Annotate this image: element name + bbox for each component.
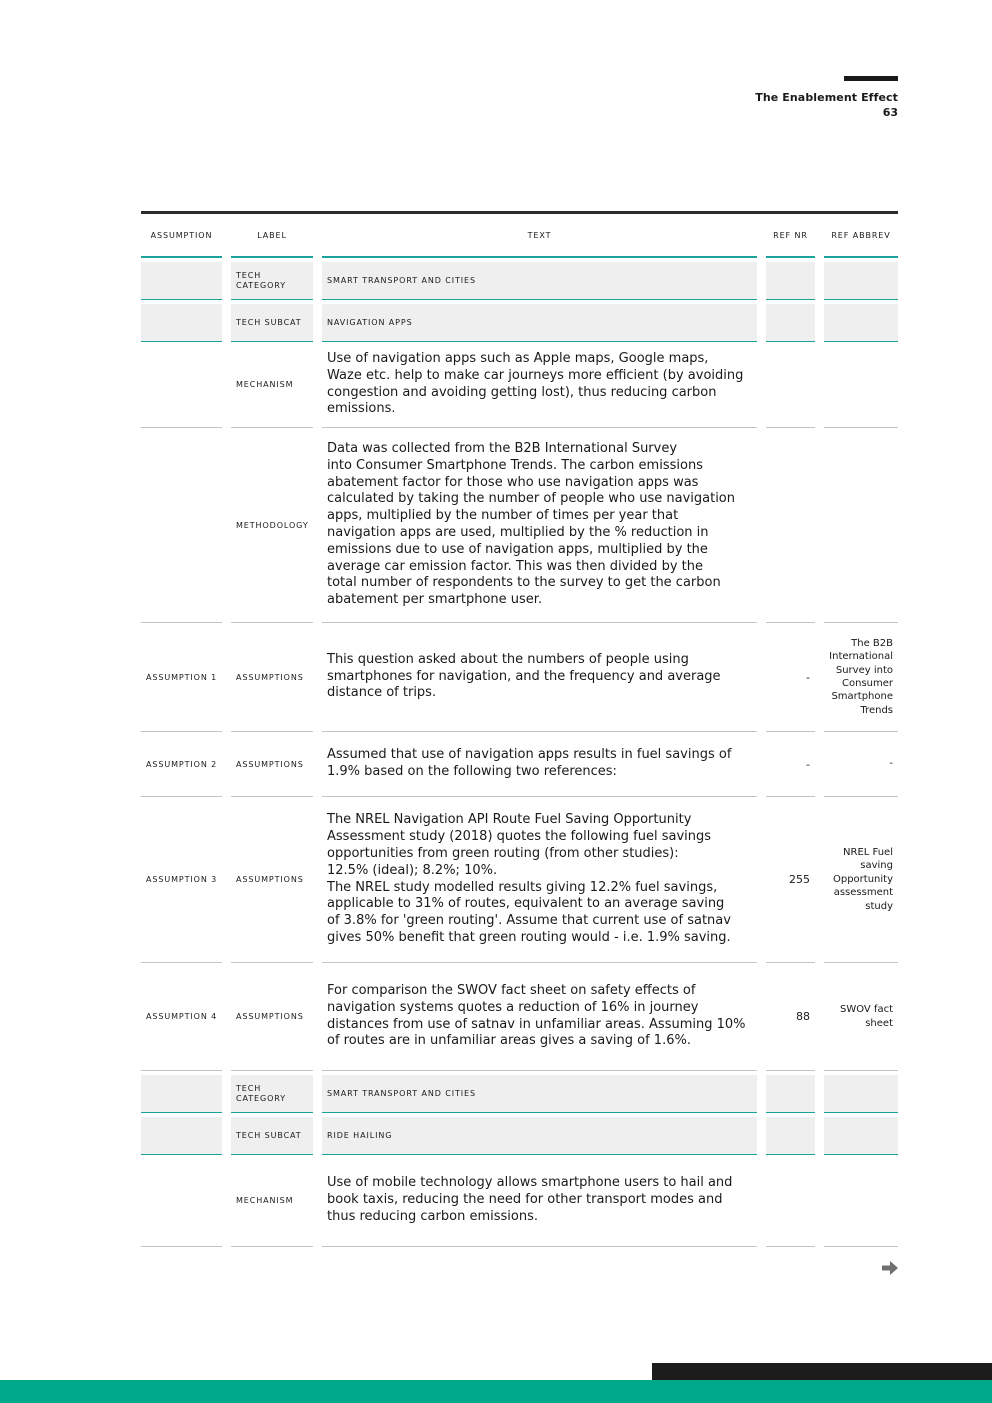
column-header-ref-nr: REF NR	[766, 214, 815, 258]
cell-ref-nr: -	[766, 732, 815, 797]
table-row	[141, 342, 898, 428]
cell-label: ASSUMPTIONS	[231, 732, 313, 797]
cell-text: SMART TRANSPORT AND CITIES	[322, 262, 757, 300]
cell-label: TECH CATEGORY	[231, 262, 313, 300]
cell-ref-nr	[766, 262, 815, 300]
table-section-row	[141, 1117, 898, 1155]
table-section-row	[141, 262, 898, 300]
cell-ref-nr	[766, 428, 815, 623]
cell-assumption: ASSUMPTION 3	[141, 797, 222, 963]
cell-ref-abbrev	[824, 1155, 898, 1247]
cell-assumption	[141, 342, 222, 428]
cell-assumption: ASSUMPTION 2	[141, 732, 222, 797]
table-row	[141, 797, 898, 963]
cell-assumption	[141, 304, 222, 342]
cell-text: For comparison the SWOV fact sheet on safety effects of navigation systems quotes a reduction of 16% in journey distances from use of satnav in unfamiliar areas. Assuming 10% of routes are in unfamiliar areas gives a saving of 1.6%.	[322, 963, 757, 1071]
table-row	[141, 1155, 898, 1247]
cell-assumption	[141, 1155, 222, 1247]
cell-label: MECHANISM	[231, 342, 313, 428]
cell-ref-nr	[766, 304, 815, 342]
cell-assumption: ASSUMPTION 1	[141, 623, 222, 732]
cell-ref-abbrev: SWOV fact sheet	[824, 963, 898, 1071]
cell-ref-abbrev: The B2B International Survey into Consumer Smartphone Trends	[824, 623, 898, 732]
cell-text: Assumed that use of navigation apps results in fuel savings of 1.9% based on the following two references:	[322, 732, 757, 797]
table-row	[141, 732, 898, 797]
cell-text: The NREL Navigation API Route Fuel Saving Opportunity Assessment study (2018) quotes the following fuel savings opportunities from green routing (from other studies): 12.5% (ideal); 8.2%; 10%. The NREL study modelled results giving 12.2% fuel savings, applicable to 31% of routes, equivalent to an average saving of 3.8% for 'green routing'. Assume that current use of satnav gives 50% benefit that green routing would - i.e. 1.9% saving.	[322, 797, 757, 963]
cell-text: NAVIGATION APPS	[322, 304, 757, 342]
table-header-row	[141, 214, 898, 258]
cell-ref-abbrev: NREL Fuel saving Opportunity assessment study	[824, 797, 898, 963]
cell-ref-abbrev	[824, 1075, 898, 1113]
cell-ref-nr	[766, 1117, 815, 1155]
cell-label: TECH SUBCAT	[231, 304, 313, 342]
cell-ref-abbrev	[824, 342, 898, 428]
cell-text: RIDE HAILING	[322, 1117, 757, 1155]
cell-ref-abbrev	[824, 304, 898, 342]
cell-ref-nr: 255	[766, 797, 815, 963]
cell-label: ASSUMPTIONS	[231, 797, 313, 963]
cell-ref-abbrev: -	[824, 732, 898, 797]
page-number: 63	[882, 106, 898, 119]
footer-teal-band	[0, 1380, 992, 1403]
cell-text: This question asked about the numbers of people using smartphones for navigation, and the frequency and average distance of trips.	[322, 623, 757, 732]
cell-label: TECH SUBCAT	[231, 1117, 313, 1155]
cell-label: METHODOLOGY	[231, 428, 313, 623]
header-accent-bar	[844, 76, 898, 81]
table-body	[141, 262, 898, 1247]
cell-ref-abbrev	[824, 262, 898, 300]
table-section-row	[141, 1075, 898, 1113]
footer-dark-band	[652, 1363, 992, 1380]
table-row	[141, 623, 898, 732]
cell-text: Use of mobile technology allows smartphone users to hail and book taxis, reducing the need for other transport modes and thus reducing carbon emissions.	[322, 1155, 757, 1247]
table-row	[141, 428, 898, 623]
cell-text: Data was collected from the B2B International Survey into Consumer Smartphone Trends. The carbon emissions abatement factor for those who use navigation apps was calculated by taking the number of people who use navigation apps, multiplied by the number of times per year that navigation apps are used, multiplied by the % reduction in emissions due to use of navigation apps, multiplied by the average car emission factor. This was then divided by the total number of respondents to the survey to get the carbon abatement per smartphone user.	[322, 428, 757, 623]
next-page-arrow-icon[interactable]	[880, 1259, 900, 1277]
cell-text: Use of navigation apps such as Apple maps, Google maps, Waze etc. help to make car journeys more efficient (by avoiding congestion and avoiding getting lost), thus reducing carbon emissions.	[322, 342, 757, 428]
cell-ref-nr	[766, 1075, 815, 1113]
cell-label: MECHANISM	[231, 1155, 313, 1247]
cell-label: ASSUMPTIONS	[231, 623, 313, 732]
cell-label: TECH CATEGORY	[231, 1075, 313, 1113]
cell-assumption	[141, 1075, 222, 1113]
column-header-label: LABEL	[231, 214, 313, 258]
cell-assumption	[141, 262, 222, 300]
column-header-text: TEXT	[322, 214, 757, 258]
cell-assumption	[141, 1117, 222, 1155]
column-header-ref-abbrev: REF ABBREV	[824, 214, 898, 258]
column-header-assumption: ASSUMPTION	[141, 214, 222, 258]
cell-ref-nr	[766, 342, 815, 428]
cell-ref-nr: -	[766, 623, 815, 732]
cell-label: ASSUMPTIONS	[231, 963, 313, 1071]
cell-text: SMART TRANSPORT AND CITIES	[322, 1075, 757, 1113]
cell-assumption	[141, 428, 222, 623]
table-row	[141, 963, 898, 1071]
assumptions-table	[141, 211, 898, 1247]
table-section-row	[141, 304, 898, 342]
cell-ref-abbrev	[824, 428, 898, 623]
cell-ref-abbrev	[824, 1117, 898, 1155]
cell-assumption: ASSUMPTION 4	[141, 963, 222, 1071]
document-title: The Enablement Effect	[755, 91, 898, 104]
cell-ref-nr: 88	[766, 963, 815, 1071]
cell-ref-nr	[766, 1155, 815, 1247]
